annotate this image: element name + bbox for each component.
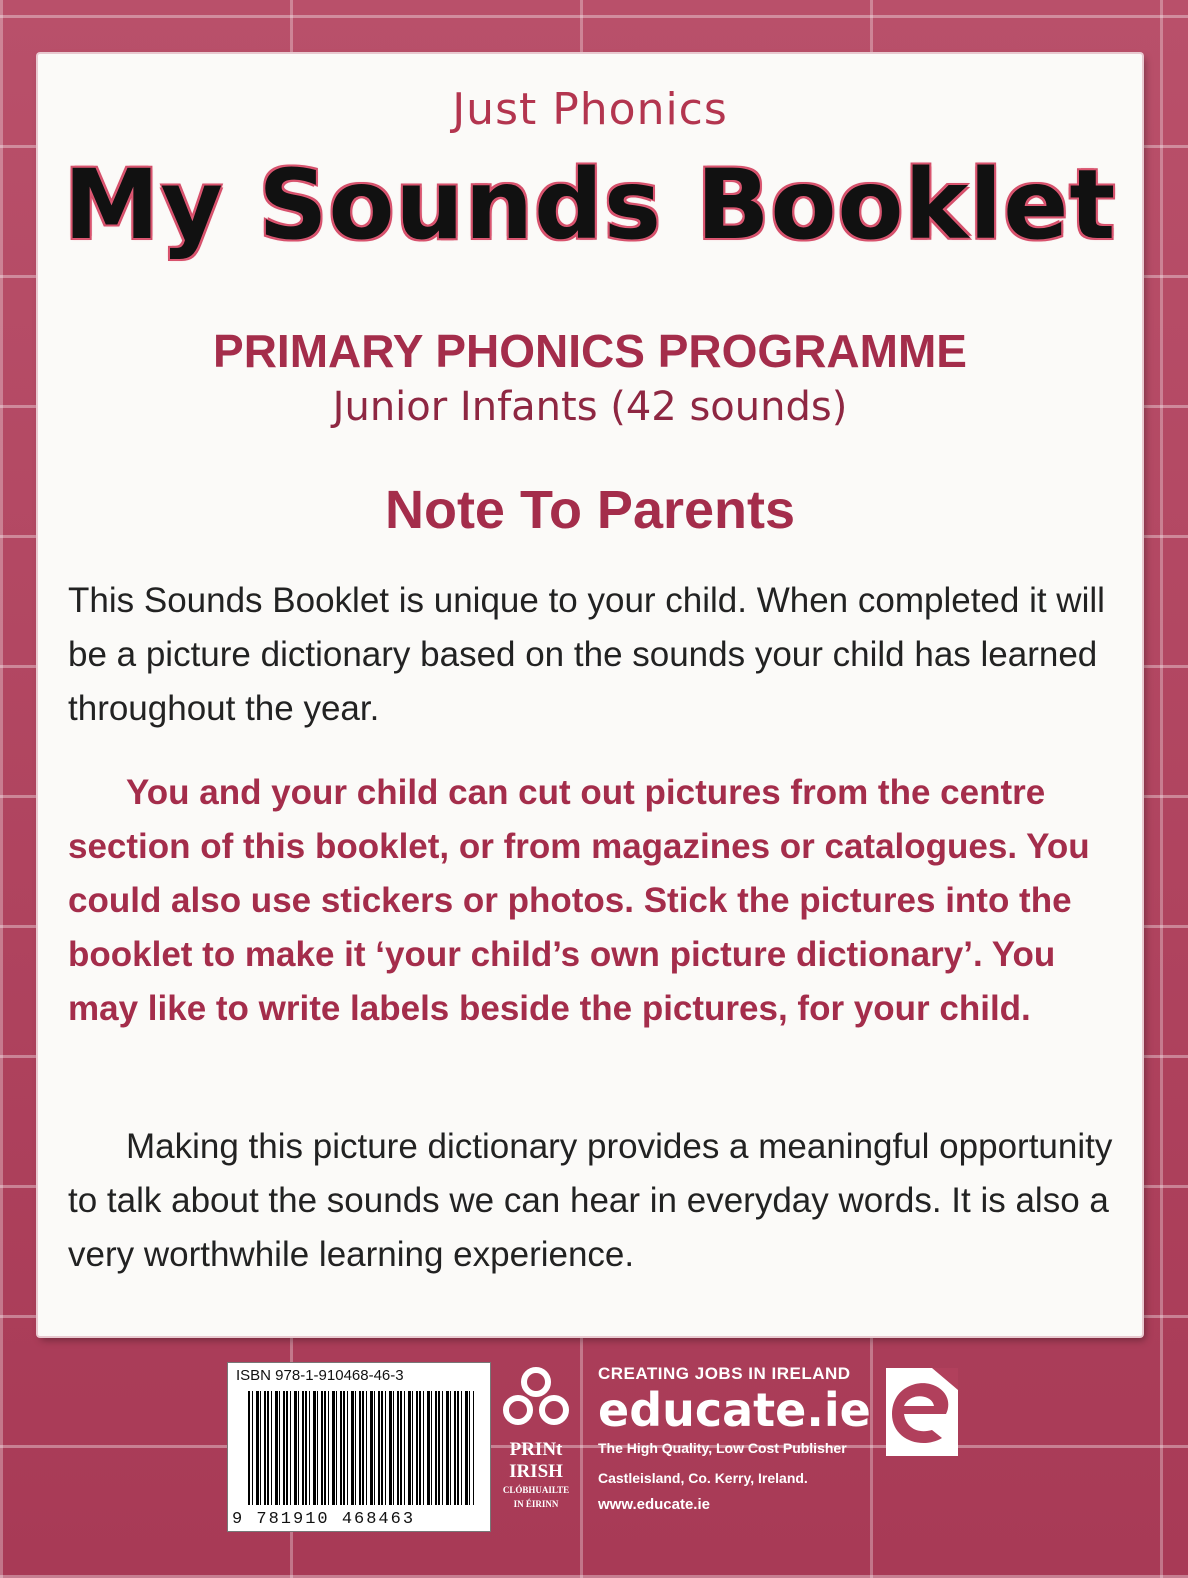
print-label: PRINt [509,1439,563,1460]
paragraph-benefits: Making this picture dictionary provides a meaningful opportunity to talk about the sounds we can hear in everyday words. It is also a very worthwhile learning experience. [68,1127,1113,1274]
barcode-bars [248,1391,474,1505]
series-name: Just Phonics [452,84,728,135]
in-eirinn-label: IN ÉIRINN [513,1499,559,1509]
print-irish-logo [496,1362,576,1532]
isbn-text: ISBN 978-1-910468-46-3 [236,1367,404,1384]
barcode-digits: 9 781910 468463 [232,1510,416,1529]
class-level: Junior Infants (42 sounds) [332,384,848,430]
paragraph-intro: This Sounds Booklet is unique to your child. When completed it will be a picture dictionary based on the sounds your child has learned throughout the year. [68,581,1105,728]
barcode [227,1362,491,1532]
publisher-slogan: CREATING JOBS IN IRELAND [598,1364,851,1383]
publisher-tagline: The High Quality, Low Cost Publisher [598,1440,847,1456]
publisher-website[interactable]: www.educate.ie [598,1496,710,1513]
publisher-name: educate.ie [598,1383,871,1437]
irish-label: IRISH [509,1461,563,1482]
programme-name: PRIMARY PHONICS PROGRAMME [213,325,967,377]
note-card [38,54,1142,1336]
educate-e-icon [886,1368,958,1456]
booklet-title: My Sounds Booklet [63,149,1117,261]
trefoil-icon [500,1362,572,1432]
publisher-block [598,1364,871,1513]
clobhuailte-label: CLÓBHUAILTE [502,1485,570,1495]
publisher-address: Castleisland, Co. Kerry, Ireland. [598,1470,808,1486]
paragraph-instructions: You and your child can cut out pictures from the centre section of this booklet, or from magazines or catalogues. You could also use stickers or photos. Stick the pictures into the booklet to make it ‘your child’s own picture dictionary’. You may like to write labels beside the pictures, for your child. [68,773,1090,1028]
note-heading: Note To Parents [384,480,796,540]
